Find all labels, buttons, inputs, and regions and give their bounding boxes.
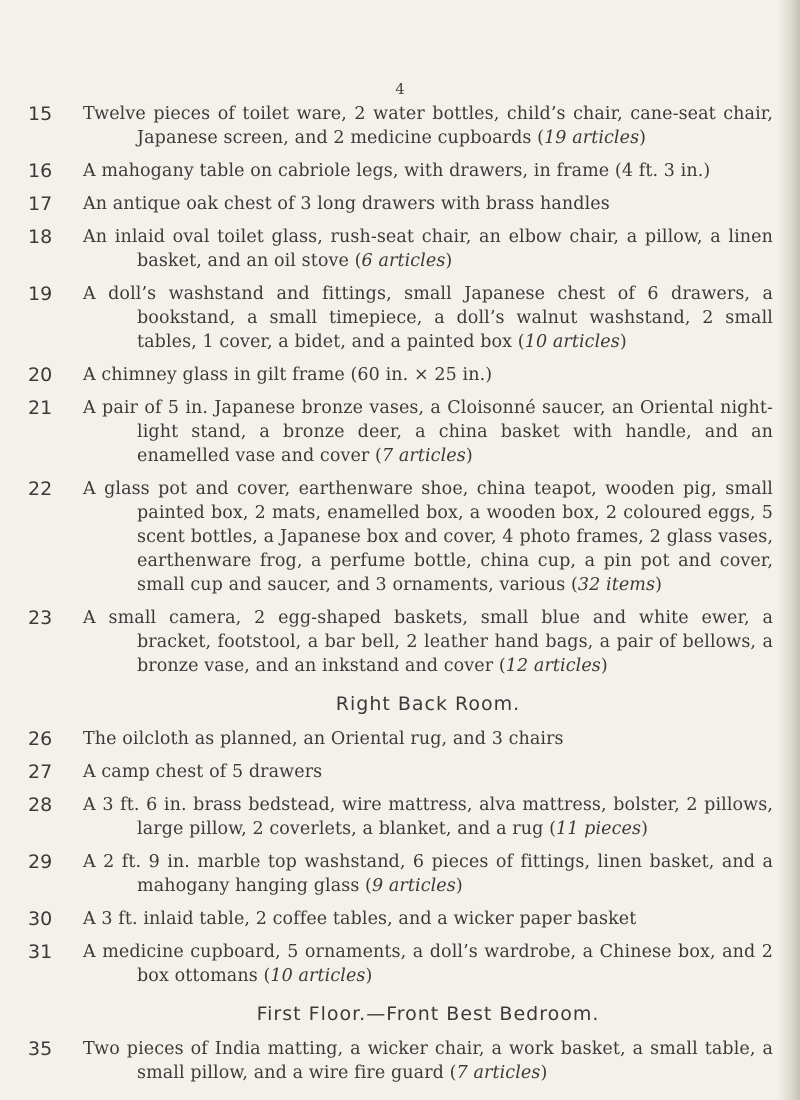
page-edge-shadow — [778, 0, 800, 1100]
lot-number: 19 — [28, 283, 53, 305]
lot-description — [83, 102, 773, 150]
lot-description — [83, 760, 773, 784]
lot-description-text: A 3 ft. inlaid table, 2 coffee tables, and a wicker paper basket — [83, 909, 637, 929]
lot-description-text: A chimney glass in gilt frame (60 in. × 25 in.) — [83, 365, 493, 385]
lot-number: 30 — [28, 908, 53, 930]
lot-item-count: 32 items — [577, 575, 656, 595]
lot-closing-paren: ) — [639, 128, 647, 148]
page-number: 4 — [395, 80, 405, 98]
lot-item-count: 7 articles — [381, 446, 466, 466]
lot-entry — [28, 225, 773, 273]
lot-entry — [28, 1037, 773, 1085]
lot-item-count: 19 articles — [544, 128, 640, 148]
lot-number: 23 — [28, 607, 53, 629]
lot-description — [83, 192, 773, 216]
lot-closing-paren: ) — [619, 332, 627, 352]
section-heading-first-floor-front-best-bedroom: First Floor.—Front Best Bedroom. — [256, 1003, 600, 1025]
lot-entry — [28, 102, 773, 150]
lot-description — [83, 225, 773, 273]
lot-description-text: A 2 ft. 9 in. marble top washstand, 6 pieces of fittings, linen basket, and a mahogany hanging glass ( — [83, 852, 773, 896]
lot-number: 22 — [28, 478, 53, 500]
lot-entry — [28, 477, 773, 597]
lot-description — [83, 907, 773, 931]
lot-description-text: An inlaid oval toilet glass, rush-seat chair, an elbow chair, a pillow, a linen basket, and an oil stove ( — [83, 227, 773, 271]
lot-description — [83, 850, 773, 898]
lot-description-text: A pair of 5 in. Japanese bronze vases, a Cloisonné saucer, an Oriental night-light stand, a bronze deer, a china basket with handle, and an enamelled vase and cover ( — [83, 398, 773, 466]
lot-description — [83, 727, 773, 751]
lot-number: 21 — [28, 397, 53, 419]
lot-item-count: 9 articles — [371, 876, 456, 896]
lot-description-text: The oilcloth as planned, an Oriental rug, and 3 chairs — [83, 729, 564, 749]
lot-entry — [28, 940, 773, 988]
lot-description — [83, 159, 773, 183]
lot-number: 29 — [28, 851, 53, 873]
lot-number: 35 — [28, 1038, 53, 1060]
section-heading-right-back-room: Right Back Room. — [335, 693, 521, 715]
lot-closing-paren: ) — [641, 819, 648, 839]
lot-description-text: A small camera, 2 egg-shaped baskets, small blue and white ewer, a bracket, footstool, a bar bell, 2 leather hand bags, a pair of bellows, a bronze vase, and an inkstand and cover ( — [83, 608, 773, 676]
lot-entry — [28, 907, 773, 931]
lot-description — [83, 477, 773, 597]
lot-number: 28 — [28, 794, 53, 816]
lot-list-section-3 — [28, 1037, 773, 1085]
lot-entry — [28, 727, 773, 751]
lot-number: 31 — [28, 941, 53, 963]
lot-entry — [28, 159, 773, 183]
lot-list-section-2 — [28, 727, 773, 988]
lot-description — [83, 793, 773, 841]
lot-entry — [28, 282, 773, 354]
lot-entry — [28, 192, 773, 216]
lot-description-text: An antique oak chest of 3 long drawers with brass handles — [83, 194, 610, 214]
lot-number: 20 — [28, 364, 53, 386]
lot-item-count: 6 articles — [361, 251, 446, 271]
lot-item-count: 12 articles — [505, 656, 601, 676]
lot-entry — [28, 396, 773, 468]
lot-closing-paren: ) — [465, 446, 473, 466]
lot-description — [83, 1037, 773, 1085]
lot-entry — [28, 363, 773, 387]
lot-description-text: A mahogany table on cabriole legs, with drawers, in frame (4 ft. 3 in.) — [83, 161, 711, 181]
lot-entry — [28, 793, 773, 841]
lot-closing-paren: ) — [365, 966, 373, 986]
lot-description-text: A 3 ft. 6 in. brass bedstead, wire mattress, alva mattress, bolster, 2 pillows, large pillow, 2 coverlets, a blanket, and a rug ( — [83, 795, 773, 839]
lot-description — [83, 282, 773, 354]
lot-entry — [28, 850, 773, 898]
lot-closing-paren: ) — [655, 575, 663, 595]
lot-description — [83, 940, 773, 988]
lot-number: 16 — [28, 160, 53, 182]
lot-closing-paren: ) — [445, 251, 453, 271]
lot-number: 26 — [28, 728, 53, 750]
lot-number: 27 — [28, 761, 53, 783]
lot-item-count: 10 articles — [270, 966, 366, 986]
lot-item-count: 7 articles — [456, 1063, 541, 1083]
lot-number: 17 — [28, 193, 53, 215]
lot-description — [83, 396, 773, 468]
lot-description — [83, 363, 773, 387]
lot-description-text: Twelve pieces of toilet ware, 2 water bottles, child’s chair, cane-seat chair, Japanese screen, and 2 medicine cupboards ( — [83, 104, 773, 148]
lot-entry — [28, 760, 773, 784]
lot-description-text: Two pieces of India matting, a wicker chair, a work basket, a small table, a small pillow, and a wire fire guard ( — [83, 1039, 773, 1083]
lot-entry — [28, 606, 773, 678]
lot-description-text: A glass pot and cover, earthenware shoe, china teapot, wooden pig, small painted box, 2 mats, enamelled box, a wooden box, 2 coloured eggs, 5 scent bottles, a Japanese box and cover, 4 photo frames, 2 glass vases, earthenware frog, a perfume bottle, china cup, a pin pot and cover, small cup and saucer, and 3 ornaments, various ( — [83, 479, 773, 595]
lot-description-text: A medicine cupboard, 5 ornaments, a doll’s wardrobe, a Chinese box, and 2 box ottomans ( — [83, 942, 773, 986]
lot-list-section-1 — [28, 102, 773, 678]
lot-item-count: 10 articles — [524, 332, 620, 352]
catalogue-content — [28, 102, 773, 1094]
lot-number: 15 — [28, 103, 53, 125]
lot-closing-paren: ) — [540, 1063, 548, 1083]
lot-description — [83, 606, 773, 678]
lot-item-count: 11 pieces — [556, 819, 642, 839]
lot-closing-paren: ) — [455, 876, 463, 896]
lot-description-text: A doll’s washstand and fittings, small Japanese chest of 6 drawers, a bookstand, a small timepiece, a doll’s walnut washstand, 2 small tables, 1 cover, a bidet, and a painted box ( — [83, 284, 773, 352]
lot-number: 18 — [28, 226, 53, 248]
lot-closing-paren: ) — [600, 656, 608, 676]
lot-description-text: A camp chest of 5 drawers — [83, 762, 323, 782]
